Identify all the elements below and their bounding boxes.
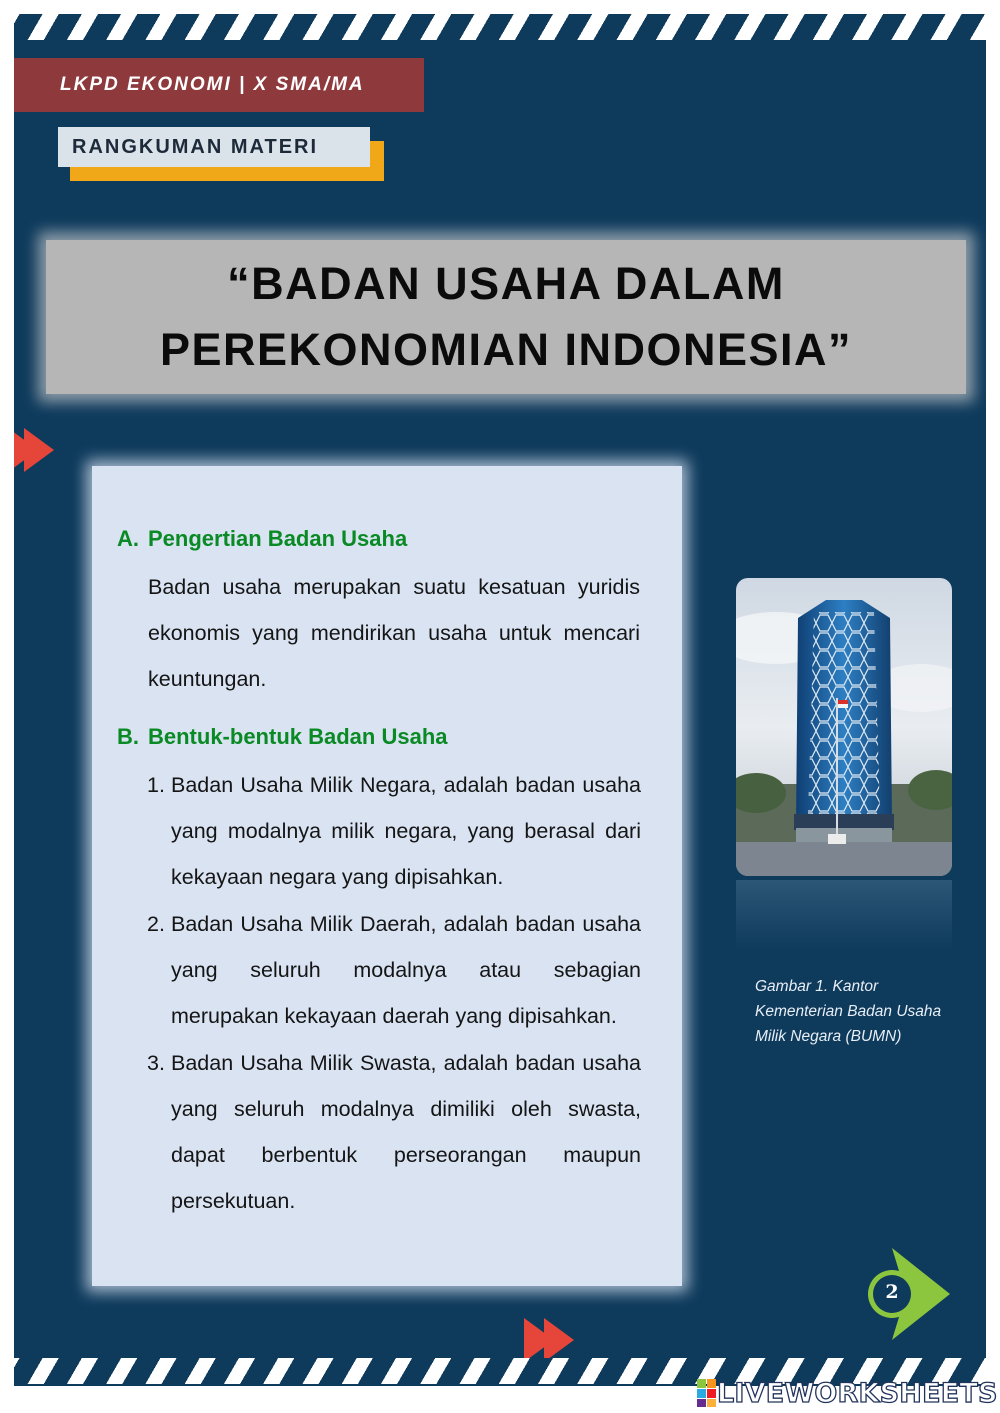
section-label: RANGKUMAN MATERI bbox=[58, 127, 370, 167]
title-line-2: PEREKONOMIAN INDONESIA” bbox=[159, 324, 853, 375]
worksheet-page bbox=[14, 14, 986, 1386]
liveworksheets-watermark bbox=[697, 1378, 998, 1408]
list-item-number: 1. bbox=[147, 773, 165, 797]
section-a-heading bbox=[117, 526, 407, 552]
figure-caption: Gambar 1. Kantor Kementerian Badan Usaha Milik Negara (BUMN) bbox=[755, 978, 942, 1045]
arrow-icon bbox=[24, 428, 54, 472]
section-a-title: Pengertian Badan Usaha bbox=[148, 526, 408, 551]
list-item bbox=[147, 1040, 641, 1224]
list-item-text: Badan Usaha Milik Swasta, adalah badan usaha yang seluruh modalnya dimiliki oleh swasta, dapat berbentuk perseorangan maupun persekutuan. bbox=[171, 1051, 641, 1213]
arrow-icon bbox=[544, 1318, 574, 1362]
photo-reflection bbox=[736, 880, 952, 950]
list-item-text: Badan Usaha Milik Negara, adalah badan usaha yang modalnya milik negara, yang berasal dari kekayaan negara yang dipisahkan. bbox=[171, 773, 641, 889]
header-tag: LKPD EKONOMI | X SMA/MA bbox=[14, 58, 424, 112]
section-a-letter: A. bbox=[117, 526, 139, 551]
bumn-building-photo bbox=[736, 578, 952, 876]
liveworksheets-logo-icon bbox=[697, 1379, 717, 1407]
list-item bbox=[147, 901, 641, 1039]
list-item-number: 2. bbox=[147, 912, 165, 936]
section-b-title: Bentuk-bentuk Badan Usaha bbox=[148, 724, 448, 749]
page-title bbox=[46, 240, 966, 394]
top-stripe-border bbox=[14, 14, 986, 40]
list-item bbox=[147, 762, 641, 900]
watermark-text: LIVEWORKSHEETS bbox=[717, 1377, 998, 1409]
section-b-heading bbox=[117, 724, 448, 750]
section-a-text: Badan usaha merupakan suatu kesatuan yuridis ekonomis yang mendirikan usaha untuk mencari keuntungan. bbox=[148, 575, 640, 691]
list-item-number: 3. bbox=[147, 1051, 165, 1075]
list-item-text: Badan Usaha Milik Daerah, adalah badan usaha yang seluruh modalnya atau sebagian merupakan kekayaan daerah yang dipisahkan. bbox=[171, 912, 641, 1028]
title-line-1: “BADAN USAHA DALAM bbox=[227, 258, 785, 309]
page-number-badge bbox=[862, 1246, 952, 1342]
page-number: 2 bbox=[885, 1281, 899, 1303]
section-b-letter: B. bbox=[117, 724, 139, 749]
